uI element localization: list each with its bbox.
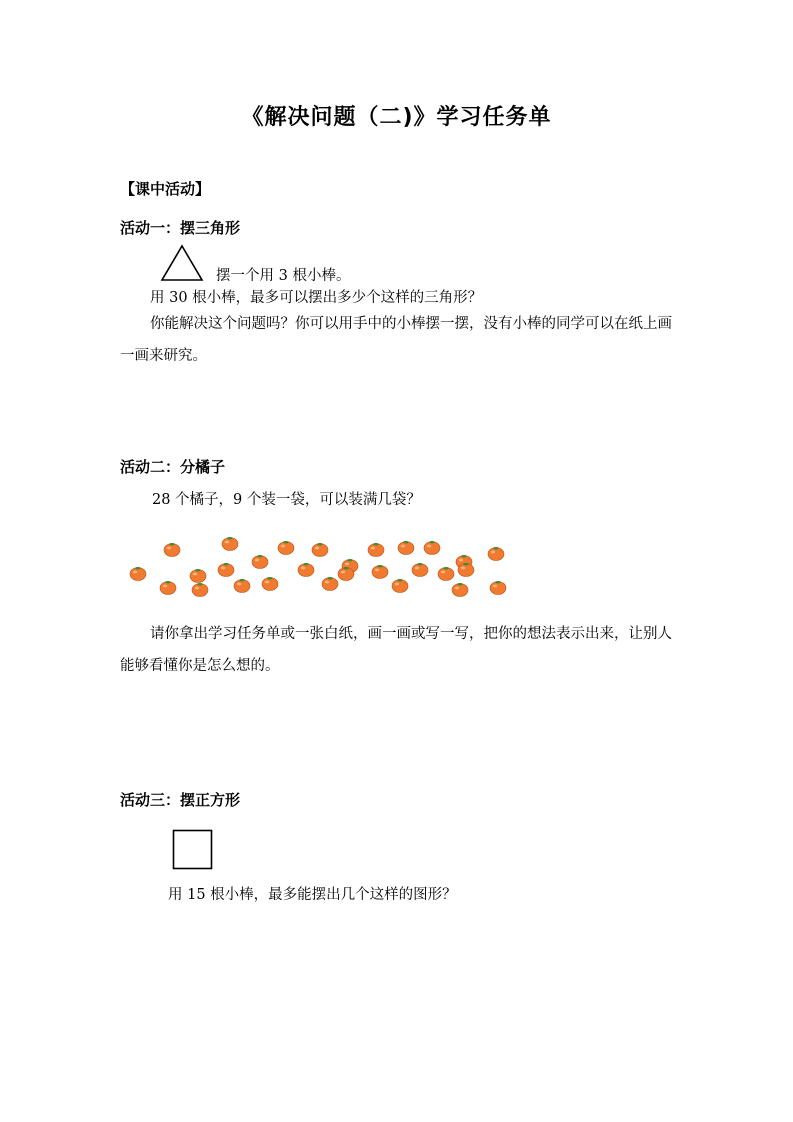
- orange-icon: [452, 583, 468, 597]
- page-title: 《解决问题（二)》学习任务单: [241, 105, 552, 130]
- orange-icon: [130, 567, 146, 581]
- orange-icon: [412, 563, 428, 577]
- orange-icon: [488, 547, 504, 561]
- orange-icon: [490, 581, 506, 595]
- orange-icon: [398, 541, 414, 555]
- orange-icon: [164, 543, 180, 557]
- oranges-illustration: [120, 530, 520, 610]
- orange-icon: [424, 541, 440, 555]
- orange-icon: [278, 541, 294, 555]
- orange-icon: [262, 577, 278, 591]
- activity2-heading: 活动二：分橘子: [120, 458, 226, 476]
- triangle-figure: [160, 244, 204, 282]
- orange-icon: [190, 569, 206, 583]
- activity3-heading: 活动三：摆正方形: [120, 791, 241, 809]
- orange-icon: [368, 543, 384, 557]
- orange-icon: [372, 565, 388, 579]
- activity3-line1: 用 15 根小棒，最多能摆出几个这样的图形？: [168, 887, 457, 903]
- activity1-line1: 摆一个用 3 根小棒。: [216, 268, 351, 284]
- activity2-paragraph: 请你拿出学习任务单或一张白纸，画一画或写一写，把你的想法表示出来，让别人能够看懂你是怎么想的。: [120, 626, 672, 674]
- activity1-heading: 活动一：摆三角形: [120, 219, 241, 237]
- orange-icon: [338, 567, 354, 581]
- orange-icon: [252, 555, 268, 569]
- orange-icon: [392, 579, 408, 593]
- activity1-line2: 用 30 根小棒，最多可以摆出多少个这样的三角形？: [150, 290, 483, 306]
- orange-icon: [312, 543, 328, 557]
- orange-icon: [222, 537, 238, 551]
- activity2-line1: 28 个橘子，9 个装一袋，可以装满几袋？: [152, 492, 421, 508]
- orange-icon: [438, 567, 454, 581]
- orange-icon: [458, 563, 474, 577]
- section-heading: 【课中活动】: [120, 180, 211, 198]
- orange-icon: [234, 579, 250, 593]
- orange-icon: [192, 583, 208, 597]
- activity1-paragraph: 你能解决这个问题吗？你可以用手中的小棒摆一摆，没有小棒的同学可以在纸上画一画来研究。: [120, 316, 672, 364]
- orange-icon: [298, 563, 314, 577]
- orange-icon: [218, 563, 234, 577]
- orange-icon: [160, 581, 176, 595]
- orange-icon: [322, 577, 338, 591]
- square-figure: [172, 829, 214, 871]
